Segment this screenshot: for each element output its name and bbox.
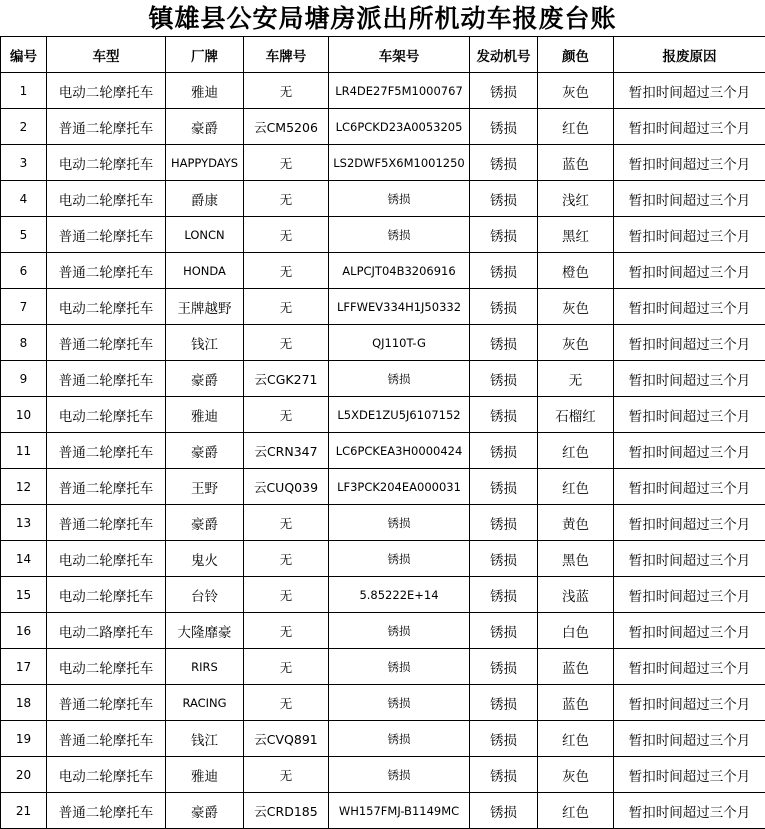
table-row (1, 181, 765, 217)
table-row (1, 577, 765, 613)
cell-color: 浅蓝 (538, 577, 614, 613)
cell-engine-number: 锈损 (470, 793, 538, 829)
cell-engine-number: 锈损 (470, 577, 538, 613)
cell-color: 无 (538, 361, 614, 397)
cell-plate-number: 云CVQ891 (244, 721, 329, 757)
cell-frame-number: LF3PCK204EA000031 (329, 469, 470, 505)
cell-brand: 钱江 (166, 721, 244, 757)
cell-scrap-reason: 暂扣时间超过三个月 (614, 145, 765, 181)
cell-scrap-reason: 暂扣时间超过三个月 (614, 649, 765, 685)
cell-scrap-reason: 暂扣时间超过三个月 (614, 433, 765, 469)
cell-plate-number: 无 (244, 541, 329, 577)
cell-index: 12 (1, 469, 47, 505)
table-row (1, 721, 765, 757)
cell-vehicle-type: 电动二路摩托车 (47, 613, 166, 649)
cell-brand: 台铃 (166, 577, 244, 613)
cell-index: 21 (1, 793, 47, 829)
table-row (1, 685, 765, 721)
cell-vehicle-type: 电动二轮摩托车 (47, 289, 166, 325)
cell-brand: HAPPYDAYS (166, 145, 244, 181)
cell-engine-number: 锈损 (470, 505, 538, 541)
cell-engine-number: 锈损 (470, 469, 538, 505)
cell-brand: 豪爵 (166, 109, 244, 145)
cell-index: 18 (1, 685, 47, 721)
cell-frame-number: 锈损 (329, 541, 470, 577)
cell-brand: 爵康 (166, 181, 244, 217)
cell-engine-number: 锈损 (470, 145, 538, 181)
cell-color: 橙色 (538, 253, 614, 289)
cell-plate-number: 无 (244, 577, 329, 613)
cell-plate-number: 无 (244, 145, 329, 181)
cell-vehicle-type: 普通二轮摩托车 (47, 325, 166, 361)
cell-scrap-reason: 暂扣时间超过三个月 (614, 217, 765, 253)
cell-frame-number: QJ110T-G (329, 325, 470, 361)
cell-frame-number: LS2DWF5X6M1001250 (329, 145, 470, 181)
cell-color: 灰色 (538, 73, 614, 109)
cell-scrap-reason: 暂扣时间超过三个月 (614, 685, 765, 721)
cell-vehicle-type: 普通二轮摩托车 (47, 433, 166, 469)
cell-index: 6 (1, 253, 47, 289)
cell-frame-number: ALPCJT04B3206916 (329, 253, 470, 289)
cell-plate-number: 无 (244, 289, 329, 325)
cell-frame-number: 5.85222E+14 (329, 577, 470, 613)
cell-brand: RIRS (166, 649, 244, 685)
cell-scrap-reason: 暂扣时间超过三个月 (614, 253, 765, 289)
cell-vehicle-type: 电动二轮摩托车 (47, 541, 166, 577)
header-scrap-reason: 报废原因 (614, 37, 765, 73)
cell-index: 8 (1, 325, 47, 361)
cell-plate-number: 无 (244, 685, 329, 721)
cell-engine-number: 锈损 (470, 397, 538, 433)
cell-index: 13 (1, 505, 47, 541)
cell-scrap-reason: 暂扣时间超过三个月 (614, 613, 765, 649)
cell-index: 3 (1, 145, 47, 181)
cell-index: 11 (1, 433, 47, 469)
header-frame-number: 车架号 (329, 37, 470, 73)
cell-engine-number: 锈损 (470, 181, 538, 217)
cell-color: 浅红 (538, 181, 614, 217)
cell-vehicle-type: 普通二轮摩托车 (47, 685, 166, 721)
table-row (1, 289, 765, 325)
cell-brand: 王野 (166, 469, 244, 505)
header-color: 颜色 (538, 37, 614, 73)
cell-index: 1 (1, 73, 47, 109)
cell-frame-number: 锈损 (329, 649, 470, 685)
cell-brand: 雅迪 (166, 757, 244, 793)
cell-color: 白色 (538, 613, 614, 649)
cell-index: 7 (1, 289, 47, 325)
cell-vehicle-type: 电动二轮摩托车 (47, 757, 166, 793)
cell-index: 16 (1, 613, 47, 649)
cell-brand: 王牌越野 (166, 289, 244, 325)
cell-scrap-reason: 暂扣时间超过三个月 (614, 793, 765, 829)
cell-plate-number: 云CGK271 (244, 361, 329, 397)
cell-frame-number: 锈损 (329, 757, 470, 793)
cell-index: 9 (1, 361, 47, 397)
cell-brand: 钱江 (166, 325, 244, 361)
table-row (1, 433, 765, 469)
table-row (1, 109, 765, 145)
header-row (1, 37, 765, 73)
cell-engine-number: 锈损 (470, 757, 538, 793)
cell-scrap-reason: 暂扣时间超过三个月 (614, 325, 765, 361)
cell-brand: HONDA (166, 253, 244, 289)
table-row (1, 397, 765, 433)
cell-plate-number: 无 (244, 325, 329, 361)
table-row (1, 757, 765, 793)
cell-frame-number: 锈损 (329, 613, 470, 649)
cell-engine-number: 锈损 (470, 289, 538, 325)
cell-vehicle-type: 普通二轮摩托车 (47, 253, 166, 289)
cell-frame-number: LC6PCKD23A0053205 (329, 109, 470, 145)
cell-plate-number: 无 (244, 757, 329, 793)
cell-plate-number: 云CRD185 (244, 793, 329, 829)
cell-engine-number: 锈损 (470, 541, 538, 577)
cell-color: 蓝色 (538, 649, 614, 685)
cell-plate-number: 云CRN347 (244, 433, 329, 469)
cell-vehicle-type: 普通二轮摩托车 (47, 361, 166, 397)
cell-brand: 豪爵 (166, 793, 244, 829)
cell-color: 黑色 (538, 541, 614, 577)
cell-index: 19 (1, 721, 47, 757)
cell-engine-number: 锈损 (470, 109, 538, 145)
header-index: 编号 (1, 37, 47, 73)
table-row (1, 217, 765, 253)
cell-frame-number: LC6PCKEA3H0000424 (329, 433, 470, 469)
cell-frame-number: 锈损 (329, 721, 470, 757)
cell-index: 4 (1, 181, 47, 217)
cell-frame-number: 锈损 (329, 217, 470, 253)
cell-engine-number: 锈损 (470, 217, 538, 253)
cell-brand: RACING (166, 685, 244, 721)
cell-color: 灰色 (538, 289, 614, 325)
cell-plate-number: 无 (244, 613, 329, 649)
cell-vehicle-type: 普通二轮摩托车 (47, 505, 166, 541)
table-row (1, 505, 765, 541)
cell-plate-number: 无 (244, 181, 329, 217)
table-row (1, 649, 765, 685)
cell-engine-number: 锈损 (470, 649, 538, 685)
cell-frame-number: LR4DE27F5M1000767 (329, 73, 470, 109)
cell-scrap-reason: 暂扣时间超过三个月 (614, 109, 765, 145)
cell-brand: LONCN (166, 217, 244, 253)
cell-plate-number: 无 (244, 505, 329, 541)
cell-scrap-reason: 暂扣时间超过三个月 (614, 469, 765, 505)
cell-color: 红色 (538, 469, 614, 505)
cell-plate-number: 无 (244, 397, 329, 433)
cell-frame-number: WH157FMJ-B1149MC (329, 793, 470, 829)
cell-engine-number: 锈损 (470, 685, 538, 721)
header-vehicle-type: 车型 (47, 37, 166, 73)
table-row (1, 253, 765, 289)
cell-scrap-reason: 暂扣时间超过三个月 (614, 397, 765, 433)
cell-index: 10 (1, 397, 47, 433)
cell-plate-number: 无 (244, 73, 329, 109)
cell-vehicle-type: 普通二轮摩托车 (47, 469, 166, 505)
cell-engine-number: 锈损 (470, 325, 538, 361)
cell-color: 石榴红 (538, 397, 614, 433)
cell-vehicle-type: 普通二轮摩托车 (47, 217, 166, 253)
cell-brand: 雅迪 (166, 397, 244, 433)
cell-vehicle-type: 电动二轮摩托车 (47, 73, 166, 109)
cell-frame-number: L5XDE1ZU5J6107152 (329, 397, 470, 433)
cell-scrap-reason: 暂扣时间超过三个月 (614, 361, 765, 397)
cell-scrap-reason: 暂扣时间超过三个月 (614, 757, 765, 793)
cell-vehicle-type: 电动二轮摩托车 (47, 397, 166, 433)
table-row (1, 541, 765, 577)
cell-brand: 鬼火 (166, 541, 244, 577)
cell-frame-number: LFFWEV334H1J50332 (329, 289, 470, 325)
page-title: 镇雄县公安局塘房派出所机动车报废台账 (148, 4, 617, 33)
cell-scrap-reason: 暂扣时间超过三个月 (614, 541, 765, 577)
table-row (1, 325, 765, 361)
cell-frame-number: 锈损 (329, 685, 470, 721)
table-row (1, 73, 765, 109)
cell-brand: 豪爵 (166, 433, 244, 469)
cell-color: 红色 (538, 721, 614, 757)
cell-index: 15 (1, 577, 47, 613)
table-row (1, 469, 765, 505)
cell-color: 蓝色 (538, 145, 614, 181)
header-engine-number: 发动机号 (470, 37, 538, 73)
cell-plate-number: 无 (244, 649, 329, 685)
cell-scrap-reason: 暂扣时间超过三个月 (614, 181, 765, 217)
cell-index: 20 (1, 757, 47, 793)
cell-index: 2 (1, 109, 47, 145)
cell-index: 14 (1, 541, 47, 577)
header-brand: 厂牌 (166, 37, 244, 73)
cell-engine-number: 锈损 (470, 361, 538, 397)
cell-brand: 大隆靡豪 (166, 613, 244, 649)
table-row (1, 145, 765, 181)
cell-vehicle-type: 电动二轮摩托车 (47, 181, 166, 217)
cell-color: 红色 (538, 433, 614, 469)
cell-scrap-reason: 暂扣时间超过三个月 (614, 289, 765, 325)
cell-engine-number: 锈损 (470, 73, 538, 109)
cell-color: 灰色 (538, 757, 614, 793)
cell-color: 红色 (538, 109, 614, 145)
cell-brand: 豪爵 (166, 505, 244, 541)
cell-index: 17 (1, 649, 47, 685)
header-plate-number: 车牌号 (244, 37, 329, 73)
cell-plate-number: 无 (244, 253, 329, 289)
cell-frame-number: 锈损 (329, 181, 470, 217)
table-row (1, 793, 765, 829)
cell-frame-number: 锈损 (329, 361, 470, 397)
cell-color: 灰色 (538, 325, 614, 361)
cell-index: 5 (1, 217, 47, 253)
table-row (1, 613, 765, 649)
cell-engine-number: 锈损 (470, 433, 538, 469)
cell-engine-number: 锈损 (470, 253, 538, 289)
cell-plate-number: 云CM5206 (244, 109, 329, 145)
cell-vehicle-type: 电动二轮摩托车 (47, 577, 166, 613)
cell-brand: 雅迪 (166, 73, 244, 109)
cell-frame-number: 锈损 (329, 505, 470, 541)
cell-scrap-reason: 暂扣时间超过三个月 (614, 73, 765, 109)
cell-color: 红色 (538, 793, 614, 829)
cell-plate-number: 无 (244, 217, 329, 253)
cell-plate-number: 云CUQ039 (244, 469, 329, 505)
table-row (1, 361, 765, 397)
cell-vehicle-type: 普通二轮摩托车 (47, 721, 166, 757)
cell-color: 蓝色 (538, 685, 614, 721)
cell-vehicle-type: 普通二轮摩托车 (47, 109, 166, 145)
cell-engine-number: 锈损 (470, 721, 538, 757)
cell-color: 黄色 (538, 505, 614, 541)
cell-engine-number: 锈损 (470, 613, 538, 649)
cell-scrap-reason: 暂扣时间超过三个月 (614, 577, 765, 613)
cell-vehicle-type: 普通二轮摩托车 (47, 793, 166, 829)
cell-scrap-reason: 暂扣时间超过三个月 (614, 505, 765, 541)
cell-vehicle-type: 电动二轮摩托车 (47, 649, 166, 685)
cell-vehicle-type: 电动二轮摩托车 (47, 145, 166, 181)
cell-brand: 豪爵 (166, 361, 244, 397)
cell-color: 黑红 (538, 217, 614, 253)
ledger-table (0, 36, 765, 829)
cell-scrap-reason: 暂扣时间超过三个月 (614, 721, 765, 757)
